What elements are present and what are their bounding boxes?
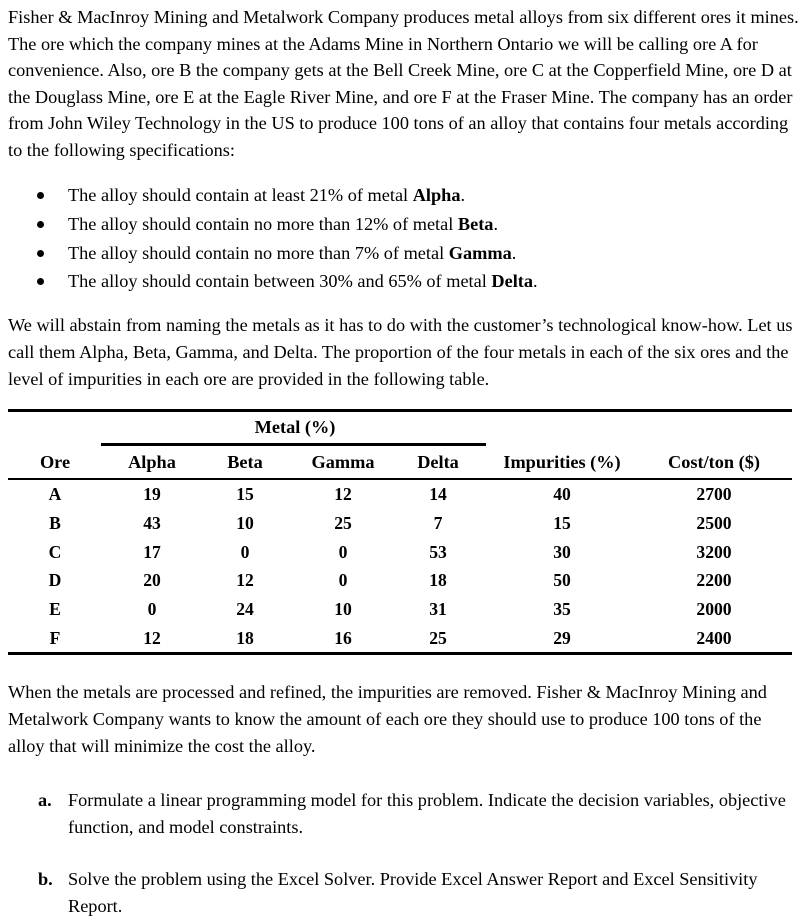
table-cell-ore: C xyxy=(48,541,62,562)
bullet-icon xyxy=(37,221,44,228)
table-cell-impurities: 29 xyxy=(553,628,571,648)
table-intro-paragraph: We will abstain from naming the metals as it has to do with the customer’s technological know-how. Let us call them Alpha, Beta, Gamma, and Delta. The proportion of the four metals in each of the six ores and the level of impurities in each ore are provided in the following table. xyxy=(8,315,793,389)
table-cell-ore: A xyxy=(48,484,62,504)
header-delta: Delta xyxy=(417,452,459,472)
spec-item-beta: The alloy should contain no more than 12% of metal Beta. xyxy=(0,210,538,239)
task-label: a. xyxy=(38,790,52,810)
table-cell-cost: 2400 xyxy=(696,628,732,648)
header-beta: Beta xyxy=(227,452,263,472)
table-cell-alpha: 19 xyxy=(143,484,161,504)
table-top-rule xyxy=(8,409,792,412)
table-cell-gamma: 16 xyxy=(334,628,352,648)
table-cell-beta: 15 xyxy=(236,484,254,504)
objective-paragraph: When the metals are processed and refined, the impurities are removed. Fisher & MacInroy Mining and Metalwork Company wants to know the amount of each ore they should use to produce 100 tons of the alloy that will minimize the cost the alloy. xyxy=(8,682,767,756)
metal-group-rule xyxy=(101,443,486,446)
table-cell-cost: 2200 xyxy=(696,570,732,591)
table-cell-beta: 10 xyxy=(236,512,254,533)
table-cell-ore: B xyxy=(49,512,61,533)
table-cell-gamma: 25 xyxy=(334,512,352,533)
table-cell-cost: 2000 xyxy=(696,599,732,620)
table-cell-gamma: 12 xyxy=(334,484,352,504)
table-cell-ore: F xyxy=(49,628,61,648)
header-impurities: Impurities (%) xyxy=(503,452,621,472)
spec-item-gamma: The alloy should contain no more than 7% of metal Gamma. xyxy=(0,239,538,268)
spec-item-delta: The alloy should contain between 30% and 65% of metal Delta. xyxy=(0,267,538,296)
bullet-icon xyxy=(37,250,44,257)
header-ore: Ore xyxy=(39,452,71,472)
metal-name: Delta xyxy=(491,271,534,292)
table-cell-ore: E xyxy=(49,599,61,620)
table-cell-alpha: 17 xyxy=(143,541,161,562)
table-cell-alpha: 43 xyxy=(143,512,161,533)
table-cell-cost: 2700 xyxy=(696,484,732,504)
table-cell-beta: 0 xyxy=(240,541,250,562)
spec-item-alpha: The alloy should contain at least 21% of metal Alpha. xyxy=(0,181,538,210)
table-cell-beta: 18 xyxy=(236,628,254,648)
table-cell-delta: 25 xyxy=(429,628,447,648)
metal-name: Alpha xyxy=(412,185,461,205)
table-header-rule xyxy=(8,478,792,480)
header-gamma: Gamma xyxy=(311,452,375,472)
table-cell-delta: 14 xyxy=(429,484,447,504)
header-alpha: Alpha xyxy=(128,452,176,472)
table-cell-impurities: 15 xyxy=(553,512,571,533)
table-bottom-rule xyxy=(8,652,792,655)
table-cell-beta: 24 xyxy=(236,599,254,620)
table-cell-impurities: 40 xyxy=(553,484,571,504)
table-cell-ore: D xyxy=(48,570,62,591)
table-cell-cost: 3200 xyxy=(696,541,732,562)
table-cell-gamma: 0 xyxy=(338,570,348,591)
task-text: Formulate a linear programming model for this problem. Indicate the decision variables, objective function, and model constraints. xyxy=(68,790,786,837)
table-cell-delta: 18 xyxy=(429,570,447,591)
bullet-icon xyxy=(37,192,44,199)
metal-group-header: Metal (%) xyxy=(254,417,336,437)
intro-paragraph: Fisher & MacInroy Mining and Metalwork Company produces metal alloys from six different ores it mines. The ore which the company mines at the Adams Mine in Northern Ontario we will be calling ore A for convenience. Also, ore B the company gets at the Bell Creek Mine, ore C at the Copperfield Mine, ore D at the Douglass Mine, ore E at the Eagle River Mine, and ore F at the Fraser Mine. The company has an order from John Wiley Technology in the US to produce 100 tons of an alloy that contains four metals according to the following specifications: xyxy=(8,7,799,160)
table-cell-cost: 2500 xyxy=(696,512,732,533)
metal-name: Gamma xyxy=(448,242,512,263)
table-cell-impurities: 30 xyxy=(553,541,571,562)
task-text: Solve the problem using the Excel Solver. Provide Excel Answer Report and Excel Sensitivity Report. xyxy=(68,869,758,916)
table-cell-delta: 31 xyxy=(429,599,447,620)
table-cell-impurities: 35 xyxy=(553,599,571,620)
table-cell-gamma: 10 xyxy=(334,599,352,620)
table-cell-gamma: 0 xyxy=(338,541,348,562)
header-cost: Cost/ton ($) xyxy=(668,452,760,472)
table-cell-alpha: 0 xyxy=(147,599,157,620)
table-cell-impurities: 50 xyxy=(553,570,571,591)
table-cell-beta: 12 xyxy=(236,570,254,591)
alloy-specifications-list xyxy=(0,181,538,296)
table-cell-delta: 53 xyxy=(429,541,447,562)
task-label: b. xyxy=(38,869,53,889)
bullet-icon xyxy=(37,278,44,285)
metal-name: Beta xyxy=(457,213,494,234)
table-cell-alpha: 12 xyxy=(143,628,161,648)
table-cell-alpha: 20 xyxy=(143,570,161,591)
table-cell-delta: 7 xyxy=(433,512,443,533)
